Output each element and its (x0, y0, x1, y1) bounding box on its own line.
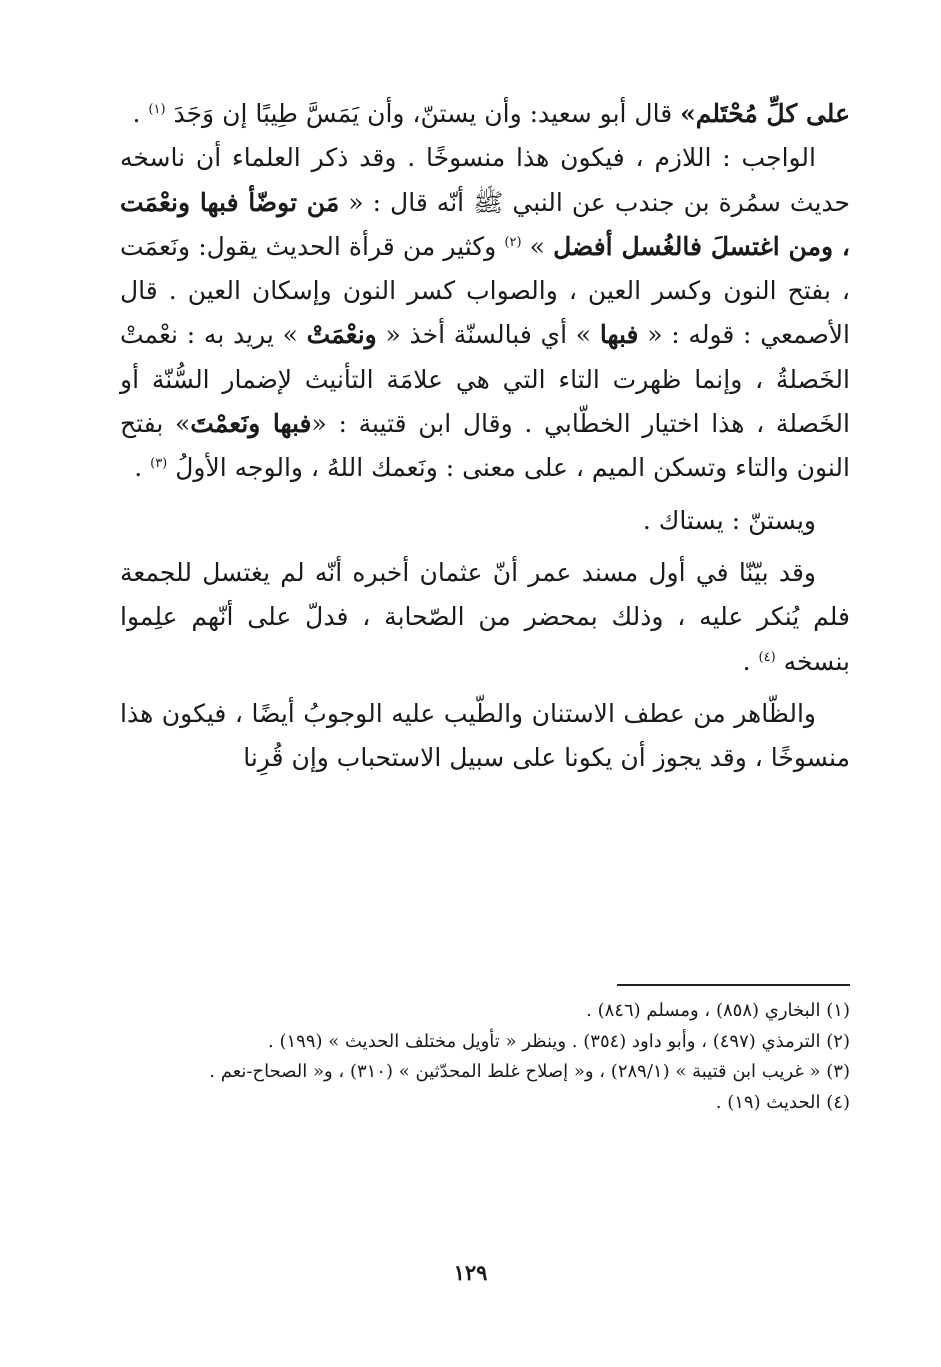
paragraph-2 (120, 136, 850, 490)
footnote-ref-1: (١) (148, 102, 166, 117)
paragraph-5 (120, 692, 850, 781)
paragraph-text: » (521, 231, 554, 261)
paragraph-1 (120, 92, 850, 136)
paragraph-text: الواجب : اللازم ، فيكون هذا منسوخًا . وقد ذكر العلماء أن ناسخه حديث سمُرة بن جندب عن النبي ﷺ أنّه قال : « (120, 143, 850, 217)
paragraph-text: وقد بيّنّا في أول مسند عمر أنّ عثمان أخبره أنّه لم يغتسل للجمعة فلم يُنكر عليه ، وذلك بمحضر من الصّحابة ، فدلّ على أنّهم علِموا بنسخه (120, 557, 850, 676)
paragraph-text: » أي فبالسنّة أخذ « (376, 320, 600, 350)
punctuation: . (742, 646, 759, 676)
paragraph-text: ويستنّ : يستاك . (642, 505, 816, 535)
bold-phrase: على كلِّ مُحْتَلم» (680, 99, 850, 128)
main-text (120, 92, 850, 780)
footnote-ref-4: (٤) (758, 649, 776, 665)
paragraph-3 (120, 499, 850, 543)
paragraph-text: » يريد به : نعْمتْ الخَصلةُ ، وإنما ظهرت التاء التي هي علامَة التأنيث لإضمار السُّنّة أو الخَصلة ، هذا اختيار الخطّابي . وقال ابن قتيبة : « (120, 320, 850, 439)
footnote-4: (٤) الحديث (١٩) . (715, 1091, 850, 1113)
page-number: ١٢٩ (453, 1260, 488, 1285)
bold-word: فبها (599, 320, 639, 350)
footnote-ref-2: (٢) (504, 234, 522, 250)
footnote-ref-3: (٣) (150, 456, 168, 472)
paragraph-text: قال أبو سعيد: وأن يستنّ، وأن يَمَسَّ طِيبًا إن وَجَدَ (173, 99, 681, 128)
paragraph-text: وكثير من قرأة الحديث يقول: ونَعمَت ، بفتح النون وكسر العين ، والصواب كسر النون وإسكان العين . قال الأصمعي : قوله : « (120, 231, 850, 350)
footnote-1: (١) البخاري (٨٥٨) ، ومسلم (٨٤٦) . (586, 1000, 850, 1021)
punctuation: . (134, 453, 151, 483)
punctuation: . (132, 99, 149, 128)
footnote-3: (٣) « غريب ابن قتيبة » (٢٨٩/١) ، و« إصلاح غلط المحدّثين » (٣١٠) ، و« الصحاح-نعم . (209, 1061, 850, 1082)
hadith-quote: مَن توضّأ فبها ونعْمَت ، ومن اغتسلَ فالغُسل أفضل (120, 187, 850, 261)
footnote-divider (617, 984, 850, 986)
paragraph-text: والظّاهر من عطف الاستنان والطّيب عليه الوجوبُ أيضًا ، فيكون هذا منسوخًا ، وقد يجوز أن يكونا على سبيل الاستحباب وإن قُرِنا (120, 698, 850, 773)
footnotes (120, 996, 850, 1118)
bold-word: فبها ونَعمْتَ (190, 409, 312, 439)
bold-word: ونعْمَتْ (306, 320, 377, 350)
footnote-2: (٢) الترمذي (٤٩٧) ، وأبو داود (٣٥٤) . وينظر « تأويل مختلف الحديث » (١٩٩) . (268, 1030, 850, 1052)
paragraph-4 (120, 551, 850, 684)
paragraph-text: » بفتح النون والتاء وتسكن الميم ، على معنى : ونَعمك اللهُ ، والوجه الأولُ (120, 409, 850, 483)
